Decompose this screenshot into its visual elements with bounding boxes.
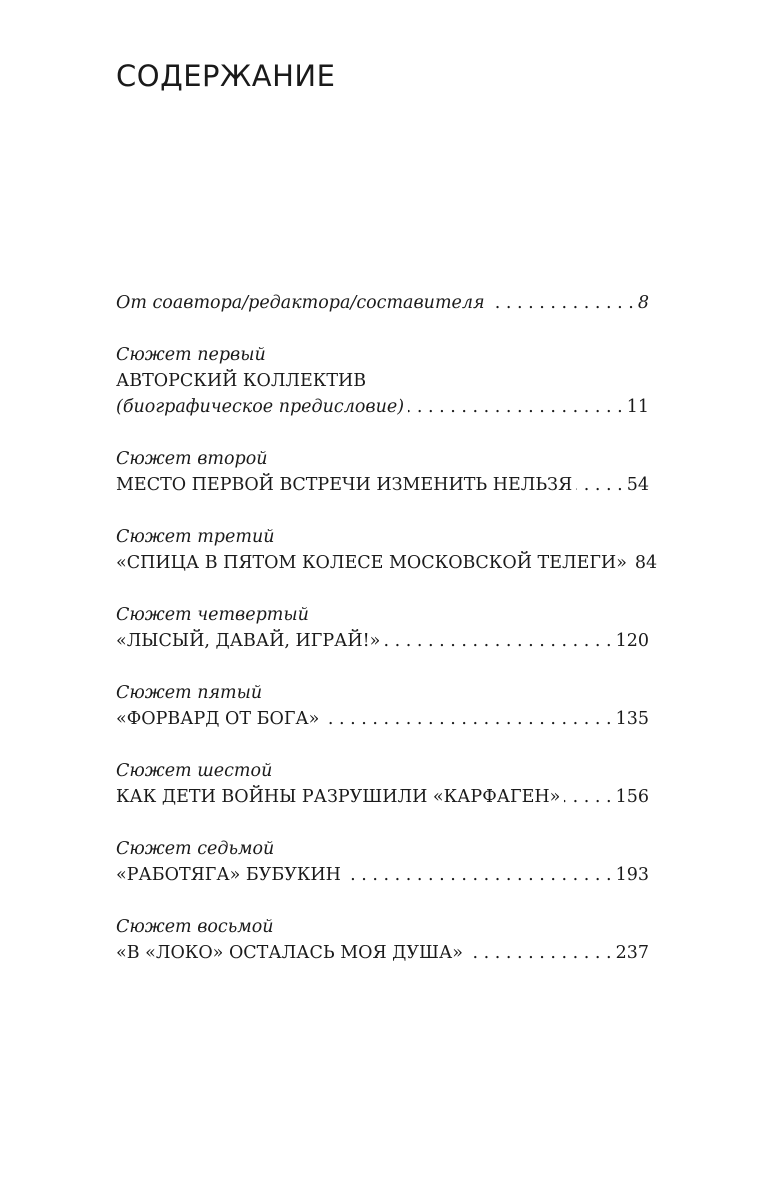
toc-entry-title: От соавтора/редактора/составителя	[116, 293, 485, 313]
dot-leader	[467, 940, 612, 966]
dot-leader	[384, 628, 611, 654]
toc-entry-title: «В «ЛОКО» ОСТАЛАСЬ МОЯ ДУША»	[116, 943, 463, 963]
dot-leader	[489, 290, 634, 316]
toc-entry[interactable]	[116, 680, 649, 732]
toc-entry-title: «ЛЫСЫЙ, ДАВАЙ, ИГРАЙ!»	[116, 631, 381, 651]
toc-entry-line	[116, 862, 649, 888]
page-number: 11	[626, 397, 649, 417]
toc-entry[interactable]	[116, 524, 658, 576]
toc-entry[interactable]	[116, 914, 649, 966]
dot-leader	[408, 394, 623, 420]
toc-entry-label: Сюжет четвертый	[116, 605, 309, 625]
toc-entry-line	[116, 472, 649, 498]
toc-entry[interactable]	[116, 836, 649, 888]
toc-entry-title: МЕСТО ПЕРВОЙ ВСТРЕЧИ ИЗМЕНИТЬ НЕЛЬЗЯ	[116, 475, 573, 495]
toc-entry-line	[116, 550, 658, 576]
page-number: 237	[615, 943, 649, 963]
toc-entry-label: Сюжет второй	[116, 449, 268, 469]
toc-entry[interactable]	[116, 290, 649, 316]
toc-entry-subtitle: (биографическое предисловие)	[116, 397, 405, 417]
toc-entry-label: Сюжет восьмой	[116, 917, 274, 937]
toc-entry[interactable]	[116, 602, 649, 654]
page-title: СОДЕРЖАНИЕ	[116, 59, 336, 93]
toc-entry[interactable]	[116, 342, 649, 420]
toc-entry-label: Сюжет шестой	[116, 761, 273, 781]
toc-entry-line	[116, 940, 649, 966]
toc-entry[interactable]	[116, 446, 649, 498]
toc-entry-label: Сюжет седьмой	[116, 839, 275, 859]
page-number: 54	[626, 475, 649, 495]
toc-entry-label: Сюжет первый	[116, 345, 266, 365]
toc-entry[interactable]	[116, 758, 649, 810]
toc-entry-line	[116, 784, 649, 810]
page-number: 135	[615, 709, 649, 729]
toc-entry-title: «СПИЦА В ПЯТОМ КОЛЕСЕ МОСКОВСКОЙ ТЕЛЕГИ»	[116, 553, 627, 573]
toc-entry-title: КАК ДЕТИ ВОЙНЫ РАЗРУШИЛИ «КАРФАГЕН»	[116, 787, 561, 807]
dot-leader	[564, 784, 611, 810]
page-number: 84	[634, 553, 658, 573]
page-number: 156	[615, 787, 649, 807]
page-number: 193	[615, 865, 649, 885]
toc-entry-label: Сюжет третий	[116, 527, 275, 547]
table-of-contents	[116, 290, 658, 966]
toc-entry-line	[116, 394, 649, 420]
toc-entry-line	[116, 628, 649, 654]
toc-entry-line	[116, 706, 649, 732]
toc-entry-title: «РАБОТЯГА» БУБУКИН	[116, 865, 341, 885]
dot-leader	[323, 706, 611, 732]
dot-leader	[345, 862, 612, 888]
page-number: 120	[615, 631, 649, 651]
toc-entry-label: Сюжет пятый	[116, 683, 263, 703]
dot-leader	[576, 472, 623, 498]
toc-entry-title: «ФОРВАРД ОТ БОГА»	[116, 709, 320, 729]
toc-entry-title: АВТОРСКИЙ КОЛЛЕКТИВ	[116, 371, 367, 391]
page-number: 8	[637, 293, 649, 313]
toc-entry-line	[116, 290, 649, 316]
